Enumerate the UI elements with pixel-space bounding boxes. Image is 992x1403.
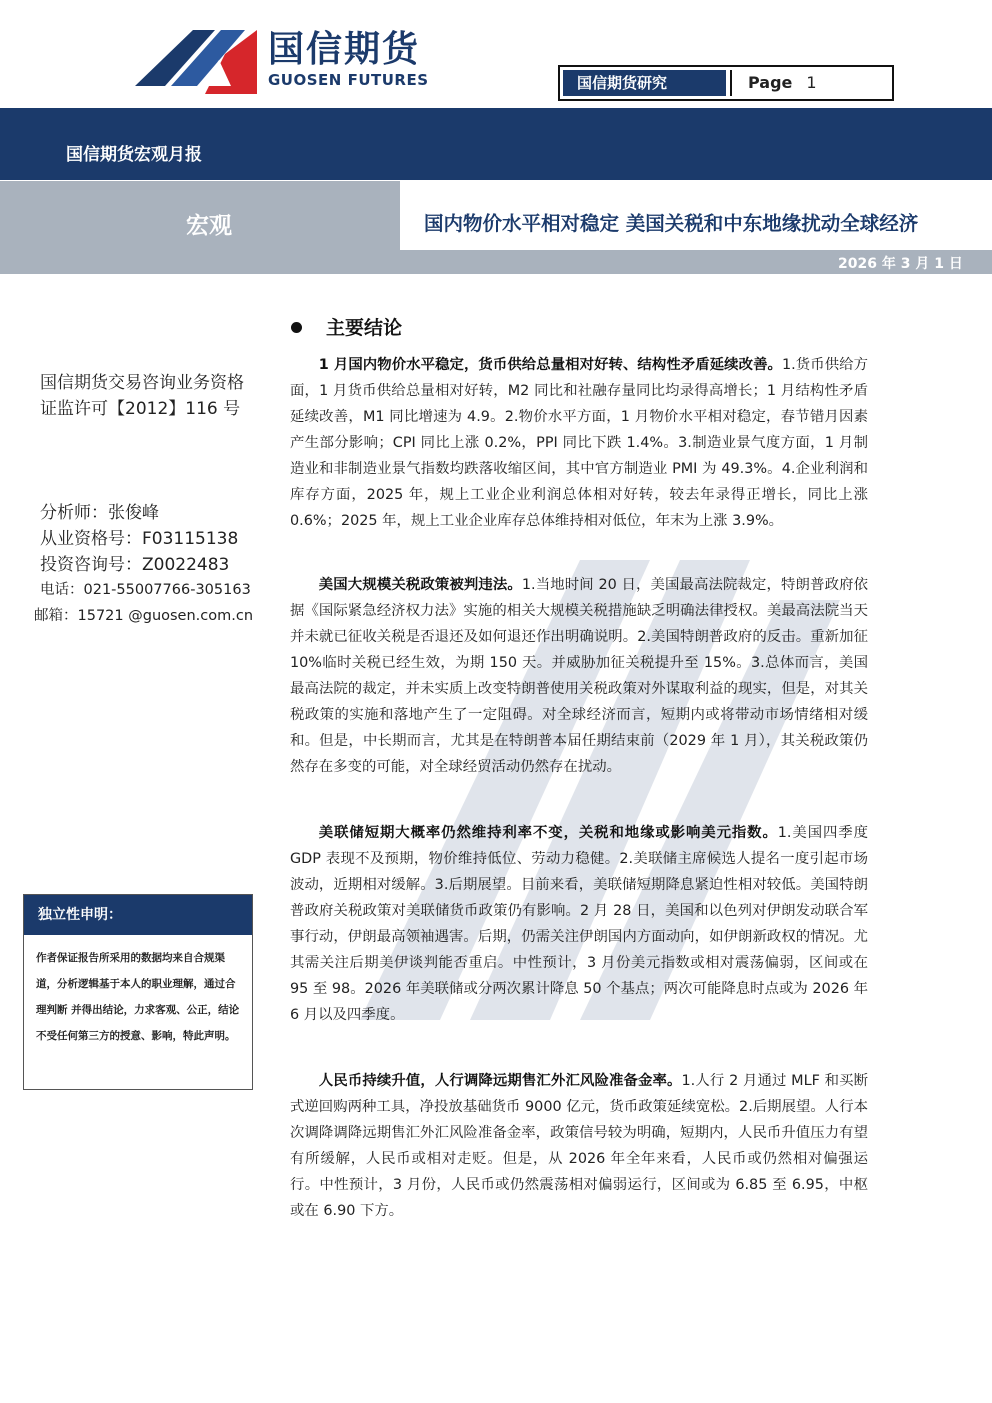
paragraph-body: 1.当地时间 20 日，美国最高法院裁定，特朗普政府依据《国际紧急经济权力法》实施的相关大规模关税措施缺乏明确法律授权。美最高法院当天并未就已征收关税是否退还及如何退还作出明确说明。2.美国特朗普政府的反击。重新加征 10%临时关税已经生效，为期 150 天。并威胁加征关税提升至 15%。3.总体而言，美国最高法院的裁定，并未实质上改变特朗普使用关税政策对外谋取利益的现实，但是，对其关税政策的实施和落地产生了一定阻碍。对全球经济而言，短期内或将带动市场情绪相对缓和。但是，中长期而言，尤其是在特朗普本届任期结束前（2029 年 1 月），其关税政策仍然存在多变的可能，对全球经贸活动仍然存在扰动。: [290, 577, 868, 775]
guosen-logo-icon: [135, 24, 257, 94]
license-line-1: 国信期货交易咨询业务资格: [40, 373, 244, 393]
phone-number: 电话：021-55007766-305163: [40, 582, 251, 598]
report-date: 2026 年 3 月 1 日: [838, 256, 963, 272]
independence-body: 作者保证报告所采用的数据均来自合规渠道，分析逻辑基于本人的职业理解，通过合理判断 并得出结论，力求客观、公正，结论不受任何第三方的授意、影响，特此声明。: [36, 952, 240, 1042]
report-type: 国信期货宏观月报: [66, 145, 202, 165]
conclusion-paragraph: [290, 572, 868, 780]
license-line-2: 证监许可【2012】116 号: [40, 399, 241, 419]
paragraph-lead: 1 月国内物价水平稳定，货币供给总量相对好转、结构性矛盾延续改善。: [318, 357, 782, 373]
headline-title: 国内物价水平相对稳定 美国关税和中东地缘扰动全球经济: [424, 212, 919, 235]
paragraph-body: 1.美国四季度 GDP 表现不及预期，物价维持低位、劳动力稳健。2.美联储主席候选人提名一度引起市场波动，近期相对缓解。3.后期展望。目前来看，美联储短期降息紧迫性相对较低。美国特朗普政府关税政策对美联储货币政策仍有影响。2 月 28 日，美国和以色列对伊朗发动联合军事行动，伊朗最高领袖遇害。后期，仍需关注伊朗国内方面动向，如伊朗新政权的情况。尤其需关注后期美伊谈判能否重启。中性预计，3 月份美元指数或相对震荡偏弱，区间或在 95 至 98。2026 年美联储或分两次累计降息 50 个基点；两次可能降息时点或为 2026 年 6 月以及四季度。: [290, 825, 868, 1023]
page-label: Page: [748, 73, 793, 92]
paragraph-lead: 美国大规模关税政策被判违法。: [318, 577, 522, 593]
logo-name-cn: 国信期货: [268, 29, 421, 70]
independence-title: 独立性申明：: [24, 895, 252, 935]
section-bullet-icon: [291, 322, 302, 333]
conclusion-paragraph: [290, 1068, 868, 1224]
section-title: 主要结论: [326, 317, 403, 339]
logo-name-en: GUOSEN FUTURES: [268, 71, 429, 89]
page-number: 1: [806, 73, 817, 92]
conclusion-paragraph: [290, 352, 868, 534]
research-label: 国信期货研究: [563, 70, 726, 96]
paragraph-lead: 人民币持续升值，人行调降远期售汇外汇风险准备金率。: [318, 1073, 682, 1089]
conclusion-paragraph: [290, 820, 868, 1028]
paragraph-body: 1.人行 2 月通过 MLF 和买断式逆回购两种工具，净投放基础货币 9000 亿元，货币政策延续宽松。2.后期展望。人行本次调降调降远期售汇外汇风险准备金率，政策信号较为明确，短期内，人民币升值压力有望有所缓解，人民币或相对走贬。但是，从 2026 年全年来看，人民币或仍然相对偏强运行。中性预计，3 月份，人民币或仍然震荡相对偏弱运行，区间或为 6.85 至 6.95，中枢或在 6.90 下方。: [290, 1073, 868, 1219]
qualification-number: 从业资格号：F03115138: [40, 529, 239, 549]
investment-consult-number: 投资咨询号：Z0022483: [40, 555, 230, 575]
paragraph-lead: 美联储短期大概率仍然维持利率不变，关税和地缘或影响美元指数。: [318, 825, 778, 841]
page-indicator: [730, 70, 889, 96]
email-address: 邮箱：15721 @guosen.com.cn: [34, 608, 254, 624]
analyst-name: 分析师：张俊峰: [40, 503, 159, 523]
paragraph-body: 1.货币供给方面，1 月货币供给总量相对好转，M2 同比和社融存量同比均录得高增长；1 月结构性矛盾延续改善，M1 同比增速为 4.9。2.物价水平方面，1 月物价水平相对稳定，春节错月因素产生部分影响；CPI 同比上涨 0.2%，PPI 同比下跌 1.4%。3.制造业景气度方面，1 月制造业和非制造业景气指数均跌落收缩区间，其中官方制造业 PMI 为 49.3%。4.企业利润和库存方面，2025 年，规上工业企业利润总体相对好转，较去年录得正增长，同比上涨 0.6%；2025 年，规上工业企业库存总体维持相对低位，年末为上涨 3.9%。: [290, 357, 869, 529]
independence-statement-box: [23, 894, 253, 1090]
category-label: 宏观: [186, 213, 232, 239]
page-box: [558, 65, 894, 101]
